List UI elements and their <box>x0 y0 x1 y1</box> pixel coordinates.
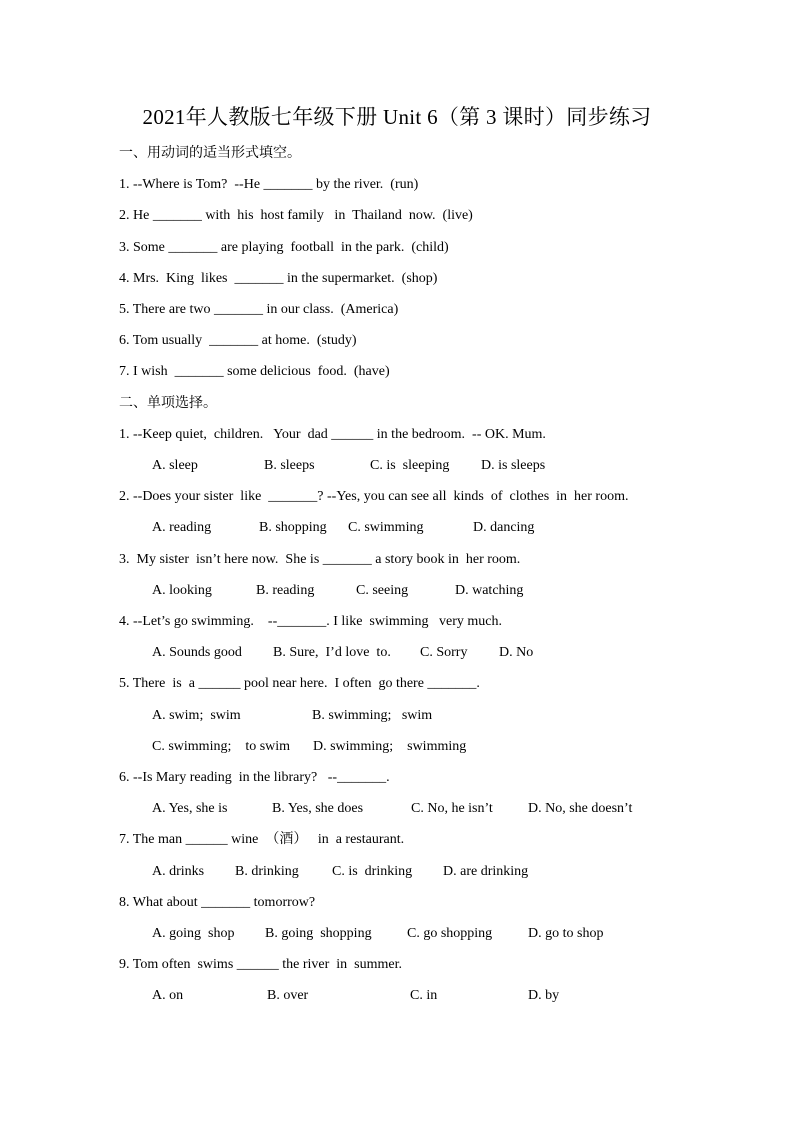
mc-q5-option-d: D. swimming; swimming <box>313 739 467 754</box>
mc-q4-option-a: A. Sounds good <box>152 645 242 660</box>
mc-question-1: 1. --Keep quiet, children. Your dad ______ in the bedroom. -- OK. Mum. <box>119 427 546 442</box>
mc-q2-option-b: B. shopping <box>259 520 327 535</box>
mc-question-3: 3. My sister isn’t here now. She is _______ a story book in her room. <box>119 552 521 567</box>
fill-blank-item-4: 4. Mrs. King likes _______ in the supermarket. (shop) <box>119 271 438 286</box>
mc-q7-option-c: C. is drinking <box>332 864 413 879</box>
mc-q2-option-c: C. swimming <box>348 520 424 535</box>
mc-q9-option-b: B. over <box>267 988 309 1003</box>
mc-q6-option-b: B. Yes, she does <box>272 801 364 816</box>
fill-blank-item-7: 7. I wish _______ some delicious food. (have) <box>119 364 390 379</box>
mc-q1-option-c: C. is sleeping <box>370 458 450 473</box>
mc-q5-option-b: B. swimming; swim <box>312 708 433 723</box>
mc-question-5: 5. There is a ______ pool near here. I often go there _______. <box>119 676 480 691</box>
mc-question-6: 6. --Is Mary reading in the library? --_______. <box>119 770 390 785</box>
mc-q7-option-a: A. drinks <box>152 864 205 879</box>
mc-question-8: 8. What about _______ tomorrow? <box>119 895 316 910</box>
mc-q8-option-b: B. going shopping <box>265 926 372 941</box>
mc-q5-option-c: C. swimming; to swim <box>152 739 291 754</box>
mc-question-7: 7. The man ______ wine （酒） in a restaurant. <box>119 832 405 847</box>
mc-q8-option-c: C. go shopping <box>407 926 493 941</box>
section-2-heading: 二、单项选择。 <box>119 396 217 411</box>
fill-blank-item-5: 5. There are two _______ in our class. (America) <box>119 302 399 317</box>
fill-blank-item-1: 1. --Where is Tom? --He _______ by the river. (run) <box>119 177 419 192</box>
mc-q4-option-d: D. No <box>499 645 534 660</box>
mc-q9-option-a: A. on <box>152 988 184 1003</box>
document-title: 2021年人教版七年级下册 Unit 6（第 3 课时）同步练习 <box>142 105 652 129</box>
mc-q3-option-b: B. reading <box>256 583 315 598</box>
fill-blank-item-6: 6. Tom usually _______ at home. (study) <box>119 333 357 348</box>
mc-q1-option-d: D. is sleeps <box>481 458 546 473</box>
mc-question-4: 4. --Let’s go swimming. --_______. I like swimming very much. <box>119 614 503 629</box>
mc-q6-option-a: A. Yes, she is <box>152 801 228 816</box>
section-1-heading: 一、用动词的适当形式填空。 <box>119 146 301 161</box>
mc-q8-option-d: D. go to shop <box>528 926 604 941</box>
mc-q3-option-d: D. watching <box>455 583 524 598</box>
mc-q7-option-d: D. are drinking <box>443 864 529 879</box>
mc-q4-option-c: C. Sorry <box>420 645 468 660</box>
mc-q4-option-b: B. Sure, I’d love to. <box>273 645 391 660</box>
mc-q9-option-c: C. in <box>410 988 438 1003</box>
mc-q1-option-a: A. sleep <box>152 458 198 473</box>
mc-q9-option-d: D. by <box>528 988 560 1003</box>
mc-q6-option-c: C. No, he isn’t <box>411 801 493 816</box>
mc-question-9: 9. Tom often swims ______ the river in summer. <box>119 957 403 972</box>
mc-q5-option-a: A. swim; swim <box>152 708 241 723</box>
mc-q6-option-d: D. No, she doesn’t <box>528 801 633 816</box>
mc-q7-option-b: B. drinking <box>235 864 299 879</box>
mc-q2-option-a: A. reading <box>152 520 212 535</box>
mc-q3-option-a: A. looking <box>152 583 212 598</box>
mc-q8-option-a: A. going shop <box>152 926 235 941</box>
mc-q1-option-b: B. sleeps <box>264 458 315 473</box>
fill-blank-item-2: 2. He _______ with his host family in Thailand now. (live) <box>119 208 473 223</box>
mc-q3-option-c: C. seeing <box>356 583 409 598</box>
mc-question-2: 2. --Does your sister like _______? --Yes, you can see all kinds of clothes in her room. <box>119 489 629 504</box>
mc-q2-option-d: D. dancing <box>473 520 535 535</box>
fill-blank-item-3: 3. Some _______ are playing football in the park. (child) <box>119 240 449 255</box>
